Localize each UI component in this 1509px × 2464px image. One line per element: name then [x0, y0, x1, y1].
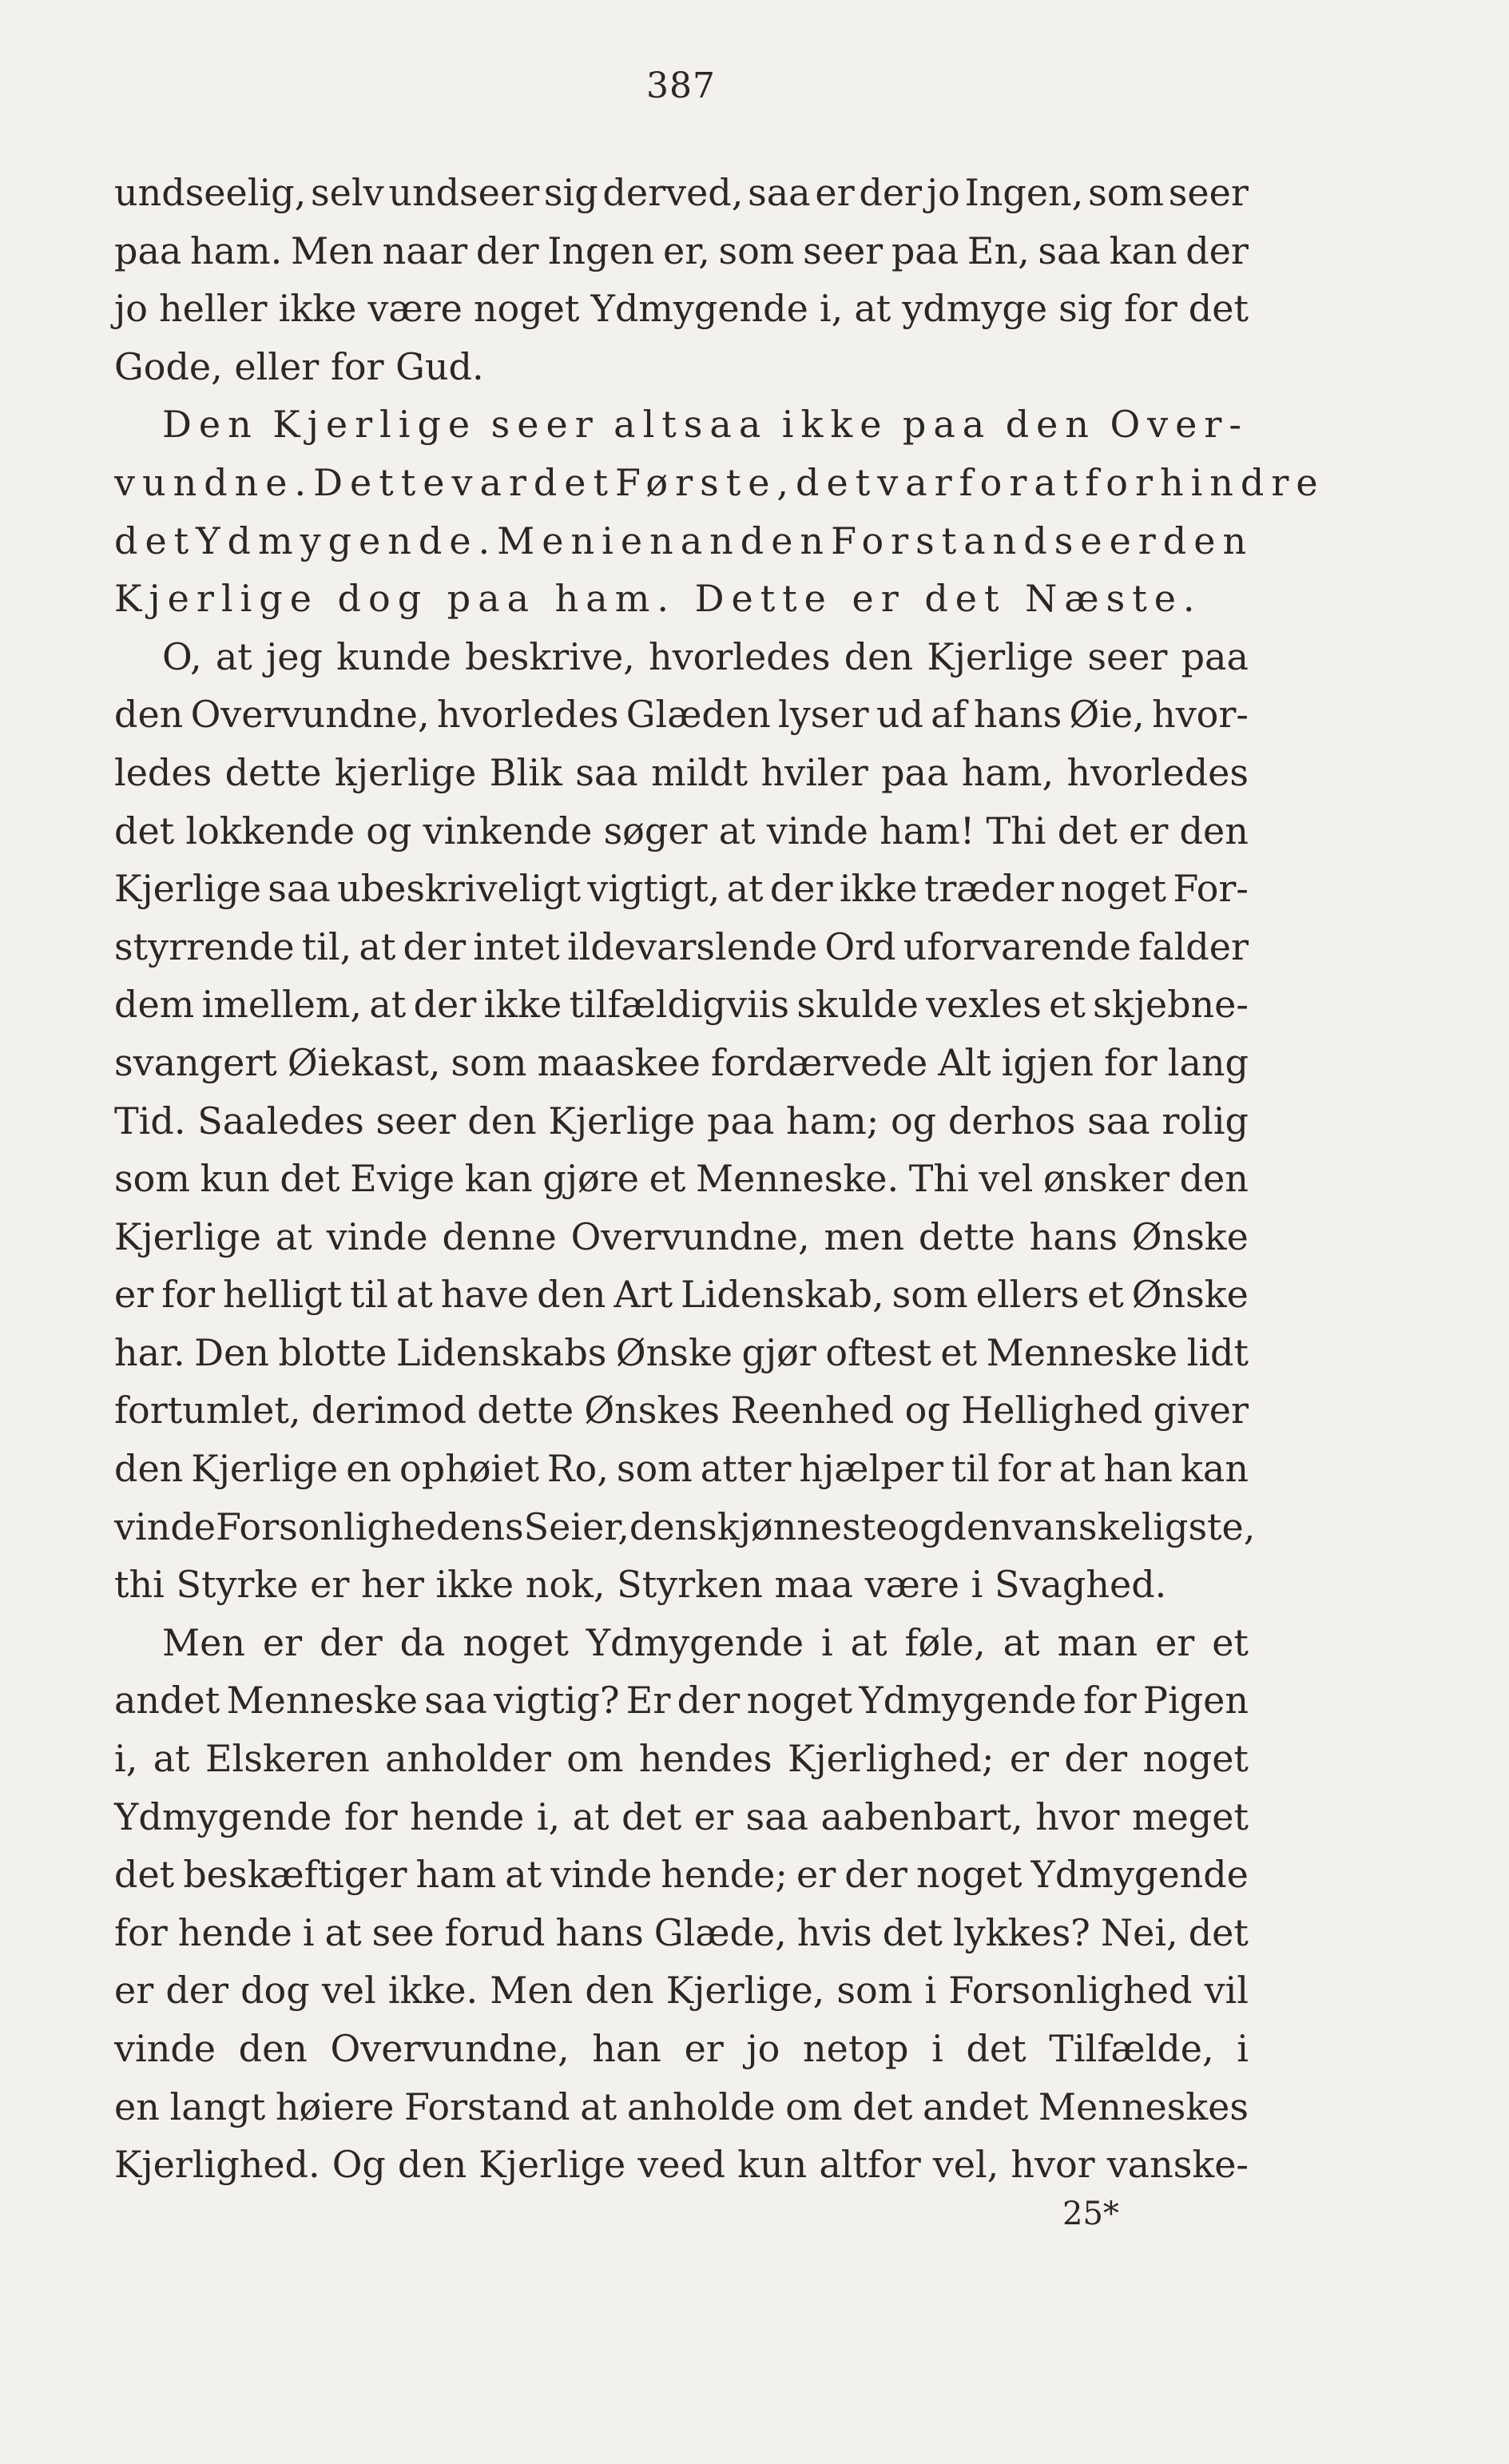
- text-line: vundne. Dette var det Første, det var for at forhindre: [114, 460, 1325, 504]
- text-line: Kjerlige dog paa ham. Dette er det Næste.: [114, 577, 1202, 621]
- text-line: thi Styrke er her ikke nok, Styrken maa være i Svaghed.: [114, 1563, 1167, 1607]
- text-line: Tid. Saaledes seer den Kjerlige paa ham; og derhos saa rolig: [114, 1099, 1249, 1143]
- text-line: Ydmygende for hende i, at det er saa aabenbart, hvor meget: [114, 1794, 1249, 1838]
- text-line: den Overvundne, hvorledes Glæden lyser ud af hans Øie, hvor-: [114, 693, 1249, 737]
- text-line: styrrende til, at der intet ildevarslende Ord uforvarende falder: [114, 924, 1249, 968]
- text-line: jo heller ikke være noget Ydmygende i, at ydmyge sig for det: [114, 287, 1249, 331]
- text-line: som kun det Evige kan gjøre et Menneske. Thi vel ønsker den: [114, 1157, 1249, 1201]
- text-line: Gode, eller for Gud.: [114, 344, 484, 388]
- text-line: paa ham. Men naar der Ingen er, som seer paa En, saa kan der: [114, 229, 1249, 272]
- text-line: er der dog vel ikke. Men den Kjerlige, som i Forsonlighed vil: [114, 1969, 1249, 2013]
- text-line: det Ydmygende. Men i en anden Forstand seer den: [114, 519, 1254, 562]
- text-line: Kjerlige saa ubeskriveligt vigtigt, at der ikke træder noget For-: [114, 867, 1249, 911]
- text-line: svangert Øiekast, som maaskee fordærvede Alt igjen for lang: [114, 1040, 1249, 1084]
- text-line: Men er der da noget Ydmygende i at føle, at man er et: [162, 1620, 1249, 1664]
- text-line: det lokkende og vinkende søger at vinde ham! Thi det er den: [114, 809, 1249, 852]
- text-line: fortumlet, derimod dette Ønskes Reenhed og Hellighed giver: [114, 1389, 1249, 1433]
- text-line: andet Menneske saa vigtig? Er der noget Ydmygende for Pigen: [114, 1679, 1249, 1723]
- text-line: i, at Elskeren anholder om hendes Kjerlighed; er der noget: [114, 1737, 1249, 1781]
- text-line: har. Den blotte Lidenskabs Ønske gjør oftest et Menneske lidt: [114, 1330, 1249, 1374]
- text-line: Kjerlige at vinde denne Overvundne, men dette hans Ønske: [114, 1214, 1249, 1258]
- text-line: den Kjerlige en ophøiet Ro, som atter hjælper til for at han kan: [114, 1447, 1249, 1491]
- body-text: [114, 164, 1325, 2194]
- page-number: 387: [646, 66, 716, 106]
- text-line: en langt høiere Forstand at anholde om det andet Menneskes: [114, 2084, 1249, 2128]
- text-line: er for helligt til at have den Art Lidenskab, som ellers et Ønske: [114, 1273, 1249, 1317]
- text-line: Den Kjerlige seer altsaa ikke paa den Over-: [162, 403, 1249, 447]
- text-line: O, at jeg kunde beskrive, hvorledes den Kjerlige seer paa: [162, 634, 1249, 678]
- text-line: det beskæftiger ham at vinde hende; er der noget Ydmygende: [114, 1853, 1249, 1897]
- text-line: dem imellem, at der ikke tilfældigviis skulde vexles et skjebne-: [114, 983, 1249, 1027]
- text-line: vinde Forsonlighedens Seier, den skjønneste og den vanskeligste,: [114, 1504, 1256, 1548]
- text-line: undseelig, selv undseer sig derved, saa er der jo Ingen, som seer: [114, 171, 1249, 214]
- text-line: Kjerlighed. Og den Kjerlige veed kun altfor vel, hvor vanske-: [114, 2143, 1249, 2187]
- text-line: ledes dette kjerlige Blik saa mildt hviler paa ham, hvorledes: [114, 750, 1249, 794]
- text-line: vinde den Overvundne, han er jo netop i det Tilfælde, i: [114, 2027, 1249, 2070]
- printer-signature: 25*: [1062, 2196, 1119, 2232]
- text-line: for hende i at see forud hans Glæde, hvis det lykkes? Nei, det: [114, 1910, 1249, 1954]
